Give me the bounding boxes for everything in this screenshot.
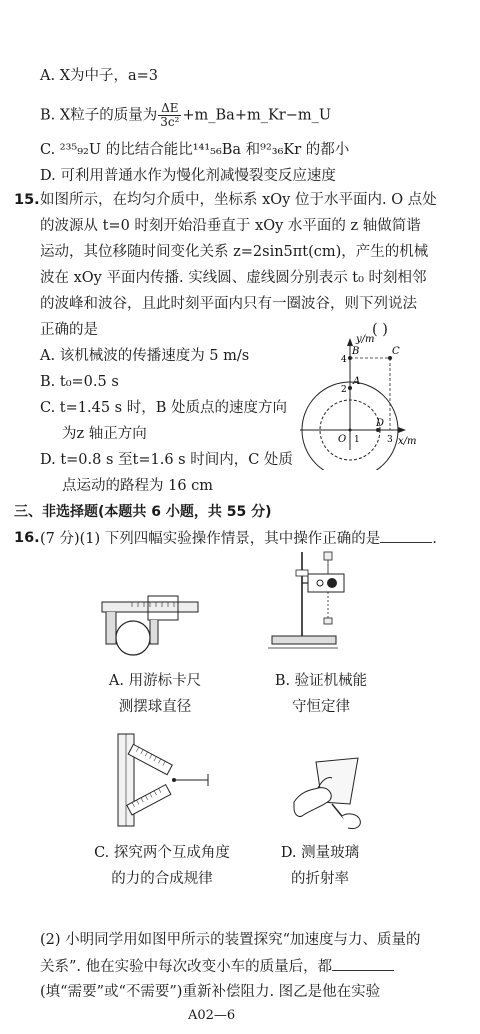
q16-part2-line — [40, 956, 394, 977]
q16-part2-line: (2) 小明同学用如图甲所示的装置探究“加速度与力、质量的 — [40, 932, 421, 948]
vernier-caliper-illustration — [98, 592, 202, 660]
q15-line: 的波源从 t=0 时刻开始沿垂直于 xOy 水平面的 z 轴做简谐 — [40, 218, 421, 234]
caption-line: A. 用游标卡尺 — [108, 673, 202, 689]
q15-line: 运动，其位移随时间变化关系 z=2sin5πt(cm)，产生的机械 — [40, 244, 429, 260]
mass-fraction — [158, 102, 181, 129]
q16-prompt: (7 分)(1) 下列四幅实验操作情景，其中操作正确的是 — [40, 531, 381, 547]
q15-line: 正确的是 — [40, 322, 98, 338]
x-axis-label: x/m — [398, 436, 417, 447]
point-a — [348, 386, 352, 390]
option-prev-b — [40, 102, 331, 129]
option-prev-d: D. 可利用普通水作为慢化剂减慢裂变反应速度 — [40, 168, 336, 184]
tick-label-y: 2 — [341, 385, 347, 395]
tick-label-y: 4 — [341, 355, 347, 365]
q16-part2-line: (填“需要”或“不需要”)重新补偿阻力. 图乙是他在实验 — [40, 984, 381, 1000]
q15-line: 如图所示，在均匀介质中，坐标系 xOy 位于水平面内. O 点处 — [40, 192, 437, 208]
caption-line: 守恒定律 — [292, 699, 350, 715]
q16-period: . — [432, 531, 437, 547]
fraction-numerator: ΔE — [158, 102, 181, 116]
q15-line: 的波峰和波谷，且此时刻平面内只有一圈波谷，则下列说法 — [40, 296, 417, 312]
answer-blank — [380, 528, 432, 543]
q16-part2-text: 关系”. 他在实验中每次改变小车的质量后，都 — [40, 959, 333, 975]
pendulum-ball — [116, 621, 150, 655]
free-fall-apparatus-illustration — [268, 548, 368, 654]
option-prev-c: C. ²³⁵₉₂U 的比结合能比¹⁴¹₅₆Ba 和⁹²₃₆Kr 的都小 — [40, 142, 350, 158]
tick-label-x: 1 — [354, 435, 360, 445]
q15-option-b: B. t₀=0.5 s — [40, 374, 119, 390]
caption-d — [250, 840, 390, 892]
caption-c — [72, 840, 252, 892]
x-axis-arrow — [398, 427, 406, 433]
q15-option-a: A. 该机械波的传播速度为 5 m/s — [40, 348, 250, 364]
point-c-label: C — [392, 346, 400, 357]
section-heading: 三、非选择题(本题共 6 小题，共 55 分) — [14, 504, 272, 520]
q16-number: 16. — [14, 530, 40, 546]
origin-label: O — [338, 434, 347, 445]
y-axis-arrow — [347, 338, 353, 346]
point-d-label: D — [376, 418, 385, 429]
y-axis-label: y/m — [356, 334, 375, 345]
tick-label-x: 3 — [387, 435, 393, 445]
caption-line: 测摆球直径 — [118, 699, 192, 715]
caption-line: B. 验证机械能 — [274, 673, 368, 689]
caption-line: C. 探究两个互成角度 — [94, 845, 230, 861]
option-prev-b-suffix: +m_Ba+m_Kr−m_U — [182, 107, 332, 124]
wave-figure — [296, 330, 426, 470]
q15-number: 15. — [14, 192, 40, 208]
q15-option-c-cont: 为z 轴正方向 — [62, 426, 147, 442]
q15-line: 波在 xOy 平面内传播. 实线圆、虚线圆分别表示 t₀ 时刻相邻 — [40, 270, 427, 286]
option-prev-a: A. X为中子，a=3 — [40, 68, 159, 84]
q15-option-d: D. t=0.8 s 至t=1.6 s 时间内，C 处质 — [40, 452, 293, 468]
caption-line: 的力的合成规律 — [111, 871, 213, 887]
caption-b — [246, 668, 396, 720]
caption-a — [80, 668, 230, 720]
q15-option-d-cont: 点运动的路程为 16 cm — [62, 478, 214, 494]
answer-blank — [332, 956, 394, 971]
q15-option-c: C. t=1.45 s 时，B 处质点的速度方向 — [40, 400, 287, 416]
fraction-denominator: 3c² — [160, 115, 180, 129]
answer-bracket: ( ) — [372, 322, 388, 338]
page-footer: A02—6 — [188, 1008, 236, 1023]
option-prev-b-prefix: B. X粒子的质量为 — [40, 107, 158, 124]
force-composition-illustration — [112, 728, 216, 832]
glass-refraction-illustration — [288, 748, 378, 832]
caption-line: D. 测量玻璃 — [280, 845, 360, 861]
point-a-label: A — [353, 376, 361, 387]
caption-line: 的折射率 — [291, 871, 349, 887]
point-b-label: B — [352, 346, 360, 357]
origin-point — [349, 429, 352, 432]
q16-text — [40, 528, 437, 549]
